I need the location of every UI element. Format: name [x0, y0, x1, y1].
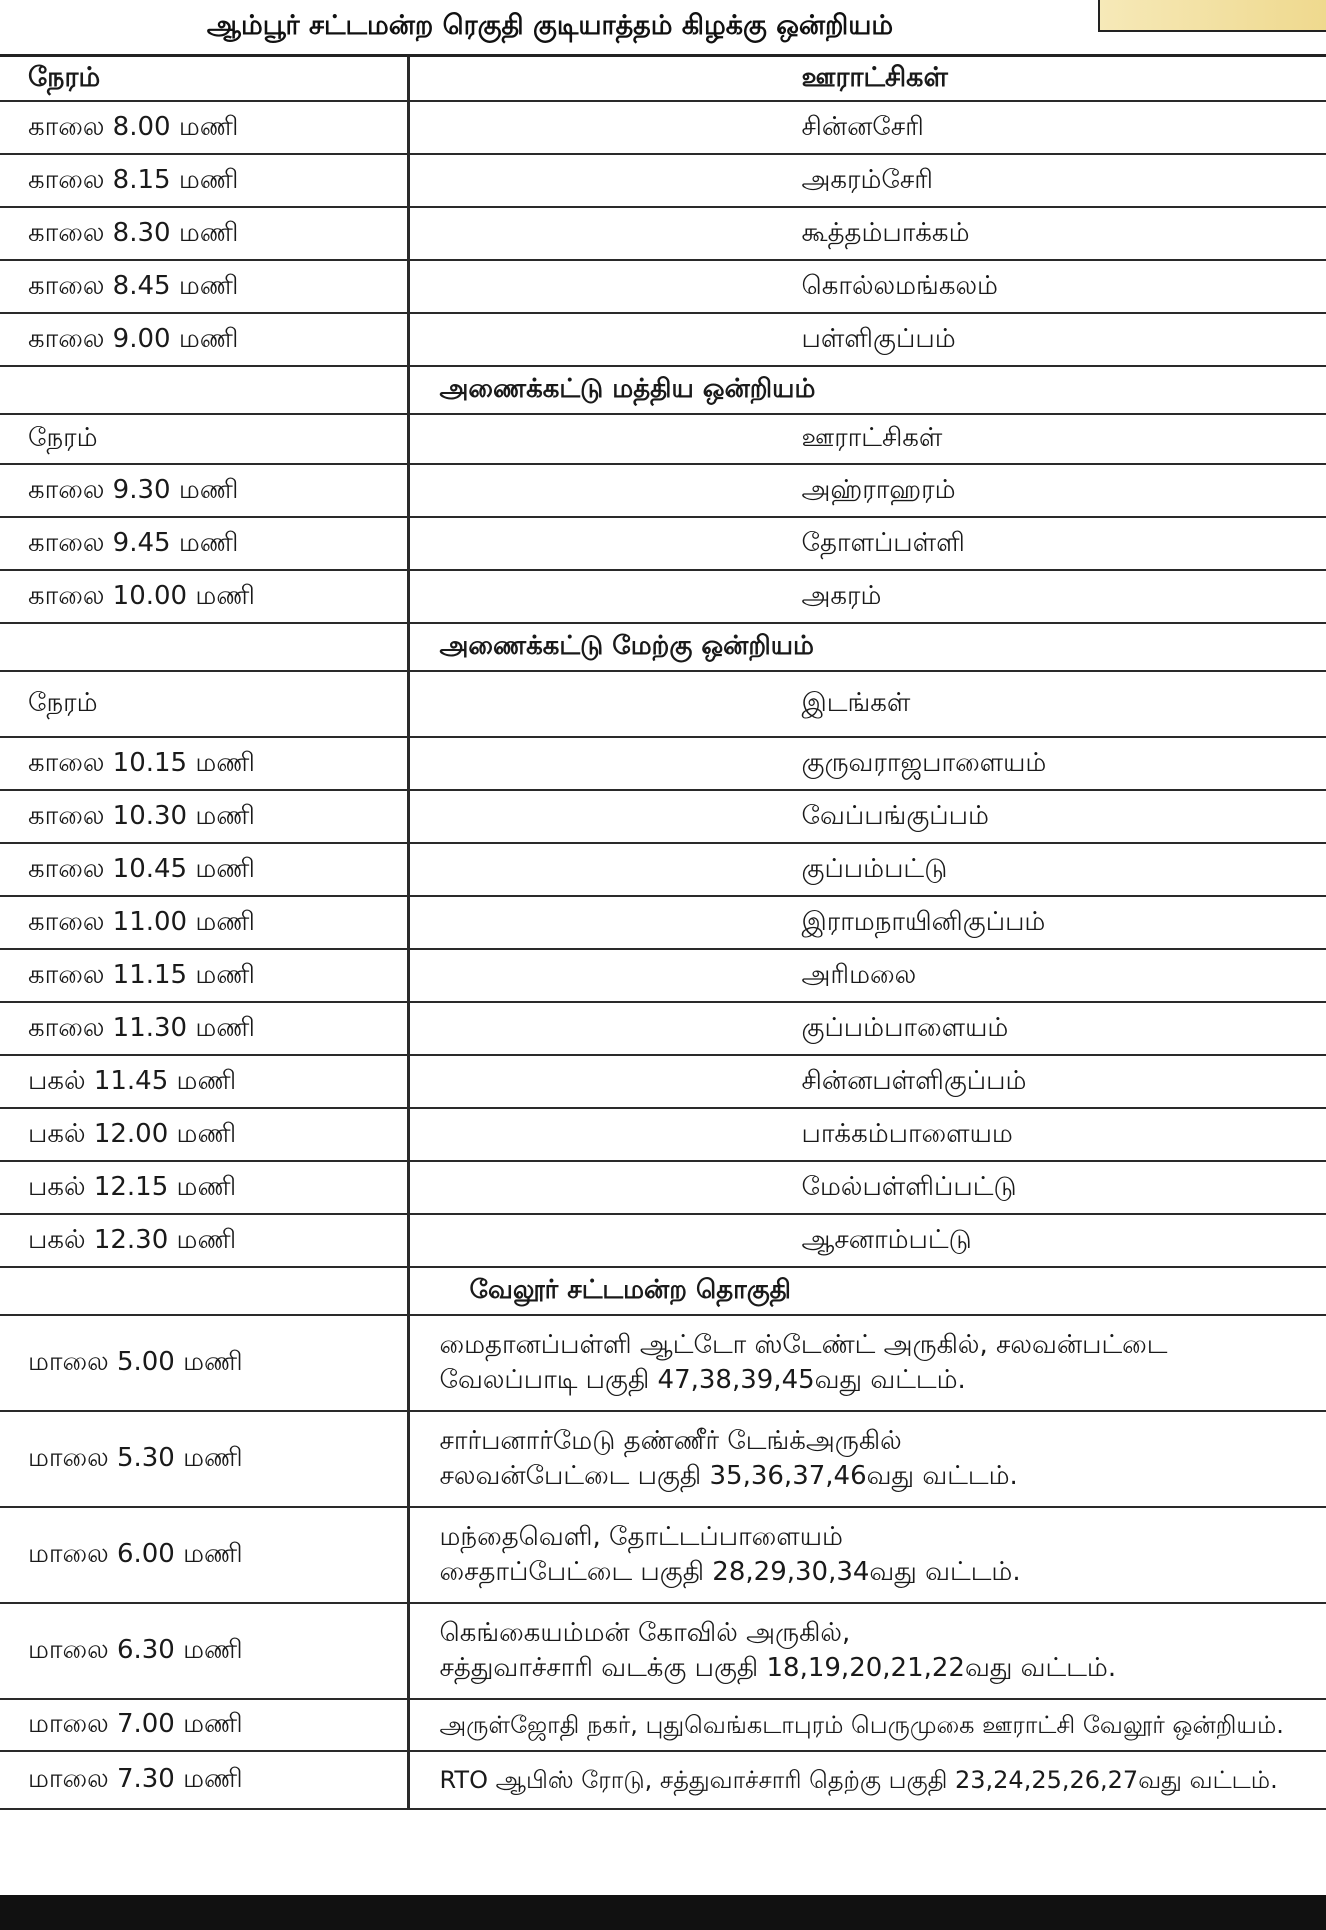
place-cell — [408, 1315, 1326, 1411]
time-cell: காலை 11.30 மணி — [0, 1002, 408, 1055]
time-cell: நேரம் — [0, 671, 408, 737]
place-cell: அகரம் — [408, 570, 1326, 623]
table-row — [0, 1108, 1326, 1161]
table-row — [0, 1411, 1326, 1507]
table-row — [0, 260, 1326, 313]
table-row — [0, 517, 1326, 570]
section-title: அணைக்கட்டு மத்திய ஒன்றியம் — [408, 366, 1326, 414]
place-cell: அஹ்ராஹரம் — [408, 464, 1326, 517]
table-row — [0, 896, 1326, 949]
table-row — [0, 843, 1326, 896]
time-cell: மாலை 6.00 மணி — [0, 1507, 408, 1603]
place-cell: அருள்ஜோதி நகர், புதுவெங்கடாபுரம் பெருமுகை ஊராட்சி வேலூர் ஒன்றியம். — [408, 1699, 1326, 1751]
place-cell: RTO ஆபிஸ் ரோடு, சத்துவாச்சாரி தெற்கு பகுதி 23,24,25,26,27வது வட்டம். — [408, 1751, 1326, 1809]
time-cell: மாலை 5.00 மணி — [0, 1315, 408, 1411]
table-header-row — [0, 57, 1326, 101]
place-line: மந்தைவெளி, தோட்டப்பாளையம் — [439, 1521, 843, 1552]
time-cell: காலை 8.45 மணி — [0, 260, 408, 313]
time-cell: காலை 8.15 மணி — [0, 154, 408, 207]
place-cell — [408, 1507, 1326, 1603]
table-row — [0, 1055, 1326, 1108]
place-cell: கூத்தம்பாக்கம் — [408, 207, 1326, 260]
table-row — [0, 464, 1326, 517]
place-cell: குப்பம்பாளையம் — [408, 1002, 1326, 1055]
section-title: அணைக்கட்டு மேற்கு ஒன்றியம் — [408, 623, 1326, 671]
place-cell: தோளப்பள்ளி — [408, 517, 1326, 570]
time-cell: காலை 8.00 மணி — [0, 101, 408, 154]
time-cell: மாலை 7.30 மணி — [0, 1751, 408, 1809]
table-row — [0, 1603, 1326, 1699]
place-cell: சின்னபள்ளிகுப்பம் — [408, 1055, 1326, 1108]
section-time-cell — [0, 366, 408, 414]
time-cell: காலை 10.30 மணி — [0, 790, 408, 843]
section-row — [0, 1267, 1326, 1315]
photo-corner — [1098, 0, 1326, 32]
place-line: சார்பனார்மேடு தண்ணீர் டேங்க்அருகில் — [439, 1425, 902, 1456]
section-title: வேலூர் சட்டமன்ற தொகுதி — [408, 1267, 1326, 1315]
time-cell: காலை 10.15 மணி — [0, 737, 408, 790]
section-time-cell — [0, 1267, 408, 1315]
place-column-header: ஊராட்சிகள் — [408, 57, 1326, 101]
section-row — [0, 623, 1326, 671]
time-cell: பகல் 12.15 மணி — [0, 1161, 408, 1214]
place-cell: அரிமலை — [408, 949, 1326, 1002]
section-row — [0, 366, 1326, 414]
time-cell: நேரம் — [0, 414, 408, 464]
table-row — [0, 1751, 1326, 1809]
time-cell: காலை 10.00 மணி — [0, 570, 408, 623]
place-line: சலவன்பேட்டை பகுதி 35,36,37,46வது வட்டம். — [439, 1461, 1018, 1491]
time-column-header: நேரம் — [0, 57, 408, 101]
table-row — [0, 1161, 1326, 1214]
place-cell: கொல்லமங்கலம் — [408, 260, 1326, 313]
table-row — [0, 101, 1326, 154]
schedule-table — [0, 57, 1326, 1810]
place-cell: குப்பம்பட்டு — [408, 843, 1326, 896]
place-cell: பாக்கம்பாளையம — [408, 1108, 1326, 1161]
place-cell — [408, 1411, 1326, 1507]
place-cell: மேல்பள்ளிப்பட்டு — [408, 1161, 1326, 1214]
place-cell: அகரம்சேரி — [408, 154, 1326, 207]
time-cell: காலை 11.00 மணி — [0, 896, 408, 949]
table-row — [0, 313, 1326, 366]
table-row — [0, 207, 1326, 260]
place-line: மைதானப்பள்ளி ஆட்டோ ஸ்டேண்ட் அருகில், சலவன்பட்டை — [439, 1329, 1168, 1360]
time-cell: பகல் 12.30 மணி — [0, 1214, 408, 1267]
bottom-bar — [0, 1895, 1326, 1930]
table-row — [0, 949, 1326, 1002]
time-cell: காலை 9.30 மணி — [0, 464, 408, 517]
table-row — [0, 1214, 1326, 1267]
table-row — [0, 790, 1326, 843]
table-row — [0, 737, 1326, 790]
table-row — [0, 154, 1326, 207]
table-row — [0, 570, 1326, 623]
time-cell: மாலை 5.30 மணி — [0, 1411, 408, 1507]
time-cell: காலை 8.30 மணி — [0, 207, 408, 260]
section-time-cell — [0, 623, 408, 671]
time-cell: காலை 9.00 மணி — [0, 313, 408, 366]
time-cell: மாலை 6.30 மணி — [0, 1603, 408, 1699]
place-cell: வேப்பங்குப்பம் — [408, 790, 1326, 843]
table-row — [0, 1315, 1326, 1411]
place-line: சைதாப்பேட்டை பகுதி 28,29,30,34வது வட்டம். — [439, 1557, 1021, 1587]
place-cell: ஊராட்சிகள் — [408, 414, 1326, 464]
time-cell: பகல் 12.00 மணி — [0, 1108, 408, 1161]
table-row — [0, 1699, 1326, 1751]
place-line: கெங்கையம்மன் கோவில் அருகில், — [439, 1617, 851, 1648]
place-cell: இராமநாயினிகுப்பம் — [408, 896, 1326, 949]
place-cell: பள்ளிகுப்பம் — [408, 313, 1326, 366]
table-row — [0, 414, 1326, 464]
page-title: ஆம்பூர் சட்டமன்ற ரெகுதி குடியாத்தம் கிழக்கு ஒன்றியம் — [206, 9, 894, 41]
time-cell: பகல் 11.45 மணி — [0, 1055, 408, 1108]
time-cell: காலை 11.15 மணி — [0, 949, 408, 1002]
place-cell: ஆசனாம்பட்டு — [408, 1214, 1326, 1267]
time-cell: காலை 9.45 மணி — [0, 517, 408, 570]
place-cell: இடங்கள் — [408, 671, 1326, 737]
table-row — [0, 1507, 1326, 1603]
place-cell — [408, 1603, 1326, 1699]
place-cell: சின்னசேரி — [408, 101, 1326, 154]
time-cell: மாலை 7.00 மணி — [0, 1699, 408, 1751]
table-row — [0, 671, 1326, 737]
table-row — [0, 1002, 1326, 1055]
time-cell: காலை 10.45 மணி — [0, 843, 408, 896]
place-line: வேலப்பாடி பகுதி 47,38,39,45வது வட்டம். — [439, 1365, 966, 1395]
place-line: சத்துவாச்சாரி வடக்கு பகுதி 18,19,20,21,22வது வட்டம். — [439, 1653, 1117, 1683]
place-cell: குருவராஜபாளையம் — [408, 737, 1326, 790]
